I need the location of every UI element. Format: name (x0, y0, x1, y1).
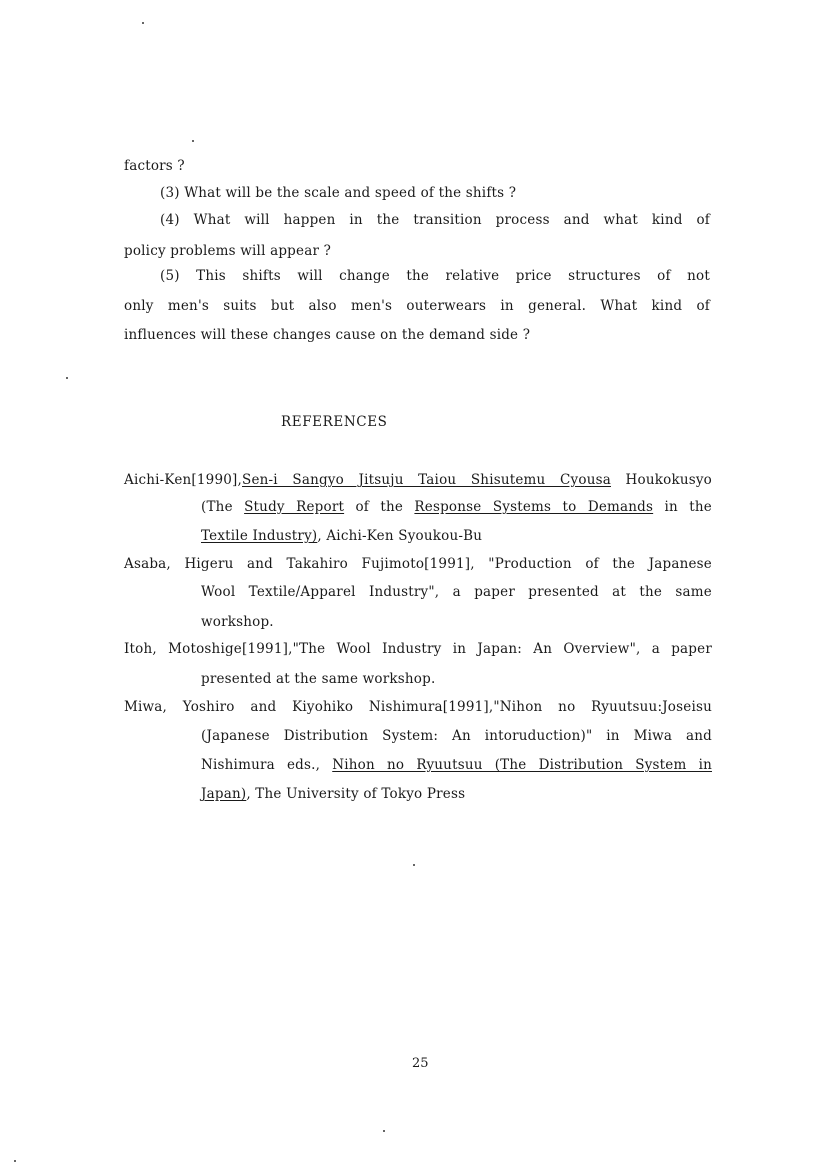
reference-title: Japan) (201, 786, 247, 802)
body-line: factors ? (124, 158, 185, 174)
question-3: (3) What will be the scale and speed of the shifts ? (160, 185, 517, 201)
reference-title: Response Systems to Demands (414, 499, 654, 515)
reference-title-tail: Houkokusyo (610, 472, 713, 488)
question-4-line1: (4) What will happen in the transition process and what kind of (160, 212, 710, 228)
reference-miwa-line4 (201, 785, 465, 803)
text-fragment: of the (344, 499, 415, 515)
reference-title: Sen-i Sangyo Jitsuju Taiou Shisutemu Cyousa (242, 472, 611, 488)
reference-aichi-line2 (201, 498, 712, 516)
text-fragment: (The (201, 499, 245, 515)
reference-title: Study Report (244, 499, 345, 515)
reference-asaba-line3: workshop. (201, 614, 274, 630)
reference-title: Textile Industry) (201, 528, 318, 544)
reference-itoh-line1: Itoh, Motoshige[1991],"The Wool Industry in Japan: An Overview", a paper (124, 641, 712, 657)
reference-publisher: , The University of Tokyo Press (246, 786, 466, 802)
question-5-line1: (5) This shifts will change the relative price structures of not (160, 268, 710, 284)
reference-title: Nihon no Ryuutsuu (The Distribution System in (332, 757, 712, 773)
question-4-line2: policy problems will appear ? (124, 243, 332, 259)
reference-aichi-line1 (124, 471, 712, 489)
question-5-line3: influences will these changes cause on the demand side ? (124, 327, 531, 343)
reference-aichi-line3 (201, 527, 482, 545)
page-number: 25 (412, 1056, 429, 1071)
scan-speck (413, 864, 415, 866)
reference-itoh-line2: presented at the same workshop. (201, 671, 436, 687)
reference-asaba-line2: Wool Textile/Apparel Industry", a paper presented at the same (201, 584, 712, 600)
text-fragment: in the (653, 499, 712, 515)
reference-asaba-line1: Asaba, Higeru and Takahiro Fujimoto[1991], "Production of the Japanese (124, 556, 712, 572)
reference-author: Aichi-Ken[1990], (124, 472, 242, 488)
reference-publisher: , Aichi-Ken Syoukou-Bu (317, 528, 483, 544)
references-heading: REFERENCES (281, 414, 388, 430)
scan-speck (14, 1160, 16, 1162)
reference-miwa-line1: Miwa, Yoshiro and Kiyohiko Nishimura[1991],"Nihon no Ryuutsuu:Joseisu (124, 699, 712, 715)
scan-speck (66, 377, 68, 379)
reference-miwa-line2: (Japanese Distribution System: An intoruduction)" in Miwa and (201, 728, 712, 744)
scan-speck (142, 22, 144, 24)
question-5-line2: only men's suits but also men's outerwears in general. What kind of (124, 298, 710, 314)
text-fragment: Nishimura eds., (201, 757, 333, 773)
reference-miwa-line3 (201, 756, 712, 774)
scan-speck (192, 140, 194, 142)
scan-speck (383, 1130, 385, 1132)
